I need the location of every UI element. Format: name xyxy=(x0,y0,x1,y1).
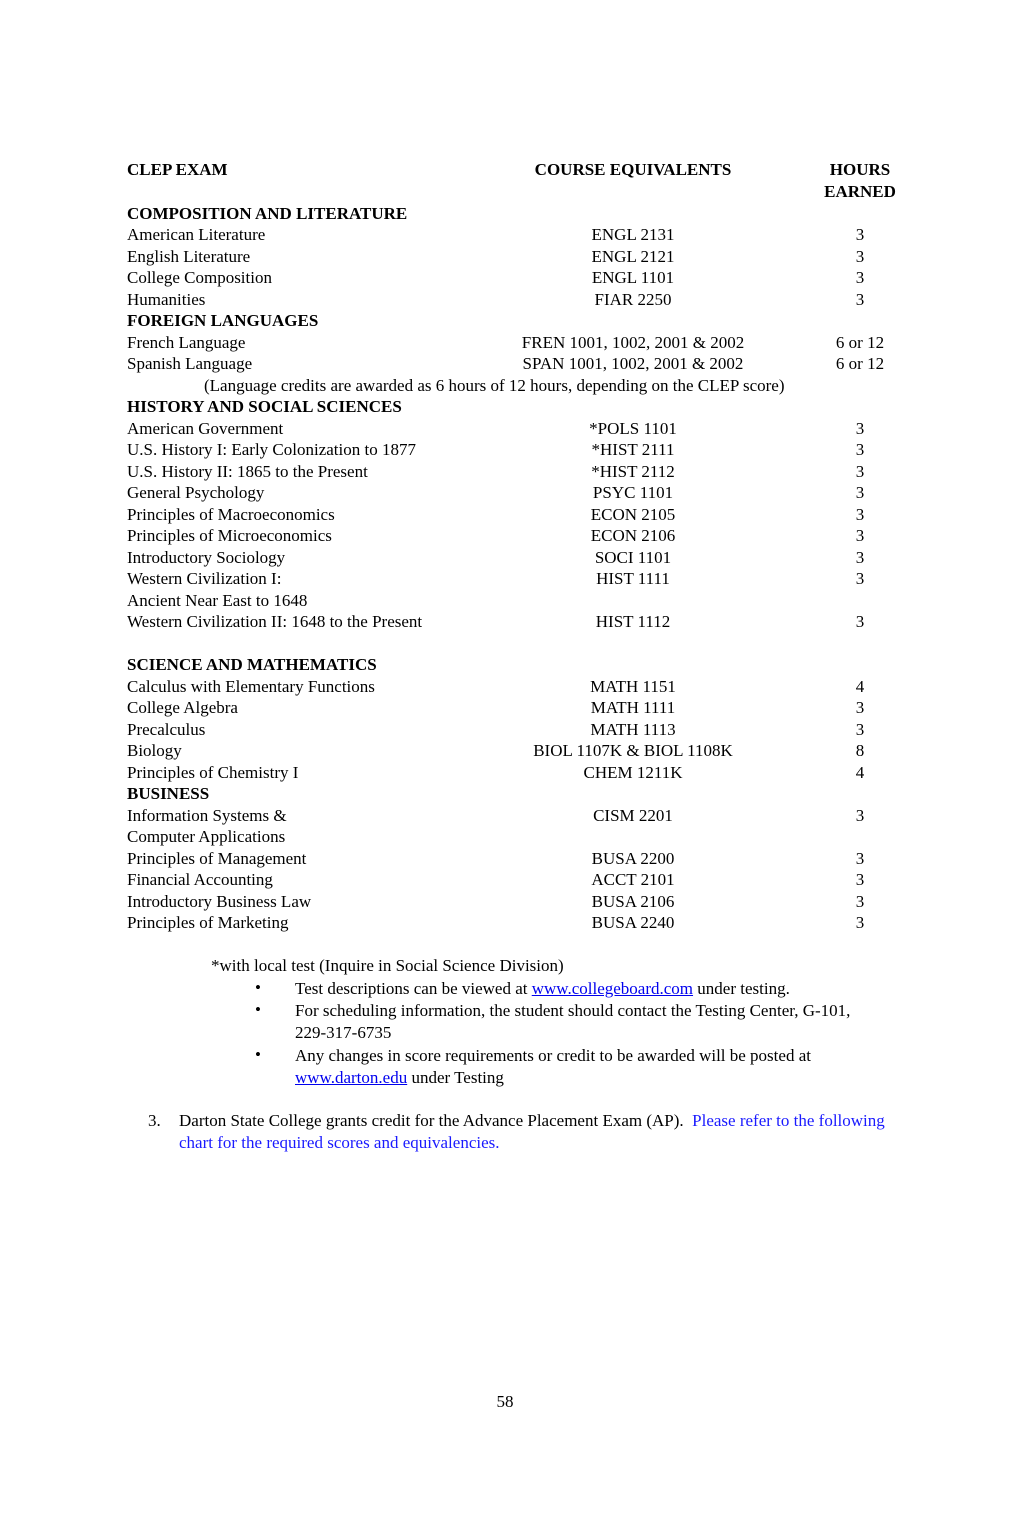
table-row: Calculus with Elementary Functions MATH 1151 4 xyxy=(127,676,865,696)
section-title: BUSINESS xyxy=(127,784,210,803)
table-row: General Psychology PSYC 1101 3 xyxy=(127,483,865,502)
table-row: U.S. History I: Early Colonization to 1877 *HIST 2111 3 xyxy=(127,440,865,459)
ap-chart-reference: Please refer to the following chart for the required scores and equivalencies. xyxy=(179,1111,885,1152)
paragraph-ap-credit: 3. Darton State College grants credit for the Advance Placement Exam (AP). Please refer to the following chart for the required scores and equivalencies. xyxy=(148,1111,885,1152)
table-row: Principles of Macroeconomics ECON 2105 3 xyxy=(127,504,865,524)
bullet-icon: • xyxy=(255,978,261,997)
table-row: American Government *POLS 1101 3 xyxy=(127,418,865,438)
header-exam: CLEP EXAM xyxy=(127,160,228,179)
table-row: College Algebra MATH 1111 3 xyxy=(127,698,865,717)
table-header-line2 xyxy=(0,181,1010,203)
table-row: Western Civilization II: 1648 to the Present HIST 1112 3 xyxy=(127,612,865,631)
header-hours: HOURS xyxy=(829,160,891,179)
table-row: Biology BIOL 1107K & BIOL 1108K 8 xyxy=(127,741,865,760)
language-note: (Language credits are awarded as 6 hours of 12 hours, depending on the CLEP score) xyxy=(204,375,785,395)
table-header xyxy=(0,159,1010,181)
table-row: English Literature ENGL 2121 3 xyxy=(127,246,865,266)
table-row: Introductory Business Law BUSA 2106 3 xyxy=(127,891,865,911)
table-row: Principles of Marketing BUSA 2240 3 xyxy=(127,913,865,932)
section-title: HISTORY AND SOCIAL SCIENCES xyxy=(127,397,402,416)
collegeboard-link[interactable]: www.collegeboard.com xyxy=(531,979,694,998)
paragraph-number: 3. xyxy=(148,1111,161,1130)
bullet-icon: • xyxy=(255,1000,261,1019)
section-title: FOREIGN LANGUAGES xyxy=(127,311,319,330)
section-title: SCIENCE AND MATHEMATICS xyxy=(127,655,377,674)
table-row: College Composition ENGL 1101 3 xyxy=(127,268,865,287)
table-row: Principles of Microeconomics ECON 2106 3 xyxy=(127,526,865,545)
table-row-continuation: Ancient Near East to 1648 xyxy=(127,590,308,610)
section-title: COMPOSITION AND LITERATURE xyxy=(127,203,408,223)
table-row: Financial Accounting ACCT 2101 3 xyxy=(127,870,865,889)
bullet-icon: • xyxy=(255,1045,261,1064)
table-row: Principles of Chemistry I CHEM 1211K 4 xyxy=(127,762,865,782)
table-row: Western Civilization I: HIST 1111 3 xyxy=(127,569,865,588)
header-hours-earned: EARNED xyxy=(824,182,896,201)
table-row: Humanities FIAR 2250 3 xyxy=(127,289,865,309)
darton-link[interactable]: www.darton.edu xyxy=(295,1068,408,1087)
table-row: Precalculus MATH 1113 3 xyxy=(127,719,865,739)
table-row-continuation: Computer Applications xyxy=(127,827,286,846)
table-row: Introductory Sociology SOCI 1101 3 xyxy=(127,547,865,567)
footnote: *with local test (Inquire in Social Science Division) xyxy=(211,956,564,975)
table-row: Principles of Management BUSA 2200 3 xyxy=(127,848,865,868)
header-course: COURSE EQUIVALENTS xyxy=(534,160,732,179)
table-row: American Literature ENGL 2131 3 xyxy=(127,225,865,244)
table-row: U.S. History II: 1865 to the Present *HIST 2112 3 xyxy=(127,461,865,481)
table-row: Spanish Language SPAN 1001, 1002, 2001 & 2002 6 or 12 xyxy=(127,354,885,373)
table-row: French Language FREN 1001, 1002, 2001 & 2002 6 or 12 xyxy=(127,332,885,352)
page-number: 58 xyxy=(496,1392,514,1411)
table-row: Information Systems & CISM 2201 3 xyxy=(127,805,865,825)
